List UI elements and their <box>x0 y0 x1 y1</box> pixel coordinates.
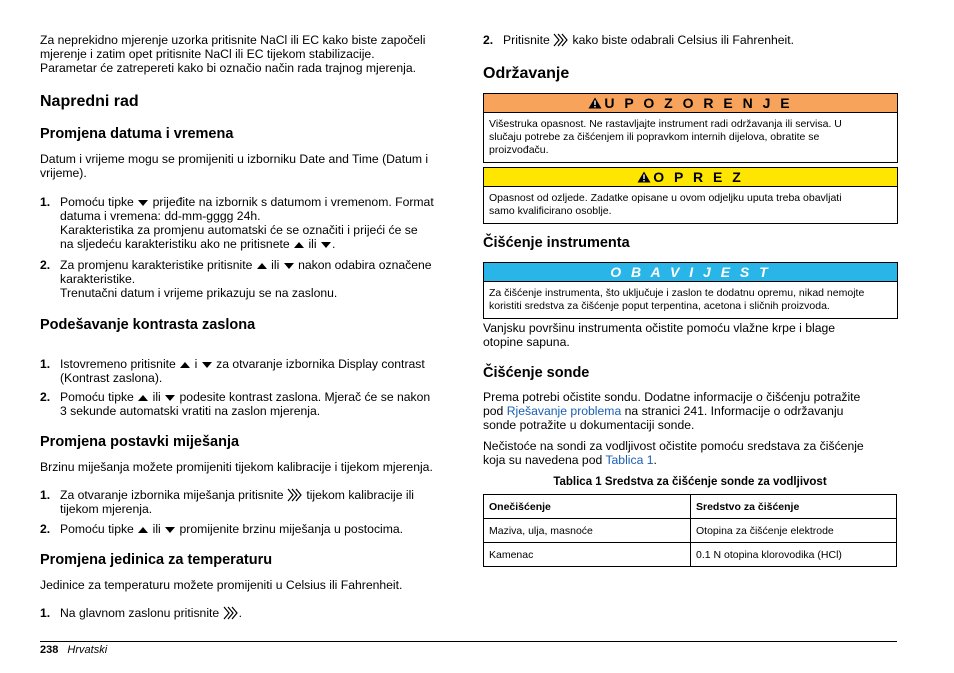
menu-key-icon <box>287 488 303 502</box>
warning-box <box>483 93 898 163</box>
cleaning-probe-paragraph-2: Nečistoće na sondi za vodljivost očistite pomoću sredstava za čišćenje koja su navedena pod Tablica 1. <box>483 439 864 467</box>
footer-divider <box>40 641 897 642</box>
mixing-step-1: 1. Za otvaranje izbornika miješanja pritisnite tijekom kalibracije ili tijekom mjerenja. <box>40 488 415 516</box>
down-arrow-icon <box>165 395 175 401</box>
table-cell: 0.1 N otopina klorovodika (HCl) <box>691 543 897 567</box>
advanced-heading: Napredni rad <box>40 93 139 110</box>
down-arrow-icon <box>284 263 294 269</box>
notice-box <box>483 262 898 319</box>
cleaning-instrument-text: Vanjsku površinu instrumenta očistite pomoću vlažne krpe i blage otopine sapuna. <box>483 321 836 349</box>
caution-header: O P R E Z <box>484 168 897 187</box>
mixing-heading: Promjena postavki miješanja <box>40 434 240 450</box>
page-number: 238 <box>40 644 59 656</box>
table-1-link[interactable]: Tablica 1 <box>605 453 654 467</box>
warning-header: U P O Z O R E N J E <box>484 94 897 113</box>
cleaning-table <box>483 494 897 567</box>
up-arrow-icon <box>138 527 148 533</box>
mixing-intro: Brzinu miješanja možete promijeniti tijekom kalibracije i tijekom mjerenja. <box>40 460 433 474</box>
down-arrow-icon <box>321 242 331 248</box>
warning-text: Višestruka opasnost. Ne rastavljajte instrument radi održavanja ili servisa. U slučaju potrebe za čišćenjem ili popravkom internih dijelova, obratite se proizvođaču. <box>489 118 842 156</box>
table-cell: Maziva, ulja, masnoće <box>484 519 691 543</box>
mixing-step-2: 2. Pomoću tipke ili promijenite brzinu miješanja u postocima. <box>40 522 404 536</box>
table-row <box>484 519 897 543</box>
intro-paragraph: Za neprekidno mjerenje uzorka pritisnite NaCl ili EC kako biste započeli mjerenje i zatim opet pritisnite NaCl ili EC tijekom stabilizacije. Parametar će zatrepereti kako bi označio način rada trajnog mjerenja. <box>40 33 426 75</box>
table-header-cell: Sredstvo za čišćenje <box>691 495 897 519</box>
notice-text: Za čišćenje instrumenta, što uključuje i zaslon te dodatnu opremu, nikad nemojte koristiti sredstva za čišćenje poput terpentina, acetona i sličnih proizvoda. <box>489 287 865 312</box>
table-cell: Kamenac <box>484 543 691 567</box>
temperature-intro: Jedinice za temperaturu možete promijeniti u Celsius ili Fahrenheit. <box>40 578 403 592</box>
table-header-cell: Onečišćenje <box>484 495 691 519</box>
contrast-step-1: 1. Istovremeno pritisnite i za otvaranje izbornika Display contrast (Kontrast zaslona). <box>40 357 425 385</box>
footer-language: Hrvatski <box>67 644 108 656</box>
menu-key-icon <box>553 33 569 47</box>
date-time-intro: Datum i vrijeme mogu se promijeniti u izborniku Date and Time (Datum i vrijeme). <box>40 152 429 180</box>
table-header-row <box>484 495 897 519</box>
contrast-heading: Podešavanje kontrasta zaslona <box>40 317 256 333</box>
up-arrow-icon <box>180 362 190 368</box>
caution-text: Opasnost od ozljede. Zadatke opisane u ovom odjeljku uputa treba obavljati samo kvalificirano osoblje. <box>489 192 842 217</box>
up-arrow-icon <box>257 263 267 269</box>
page-footer <box>40 644 107 656</box>
down-arrow-icon <box>138 200 148 206</box>
notice-header: O B A V I J E S T <box>484 263 897 282</box>
date-time-step-1: 1. Pomoću tipke prijeđite na izbornik s datumom i vremenom. Format datuma i vremena: dd-mm-gggg 24h. Karakteristika za promjenu automatski će se označiti i prijeći će se na sljedeću karakteristiku ako ne pritisnete ili . <box>40 195 434 251</box>
cleaning-probe-heading: Čišćenje sonde <box>483 365 590 381</box>
maintenance-heading: Održavanje <box>483 65 570 82</box>
table-caption: Tablica 1 Sredstva za čišćenje sonde za vodljivost <box>553 476 827 488</box>
cleaning-instrument-heading: Čišćenje instrumenta <box>483 235 630 251</box>
contrast-step-2: 2. Pomoću tipke ili podesite kontrast zaslona. Mjerač će se nakon 3 sekunde automatski vratiti na zaslon mjerenja. <box>40 390 431 418</box>
table-cell: Otopina za čišćenje elektrode <box>691 519 897 543</box>
caution-box <box>483 167 898 224</box>
temperature-step-2: 2. Pritisnite kako biste odabrali Celsius ili Fahrenheit. <box>483 33 795 47</box>
troubleshooting-link[interactable]: Rješavanje problema <box>506 404 622 418</box>
date-time-heading: Promjena datuma i vremena <box>40 126 234 142</box>
cleaning-probe-paragraph-1: Prema potrebi očistite sondu. Dodatne informacije o čišćenju potražite pod Rješavanje problema na stranici 241. Informacije o održavanju sonde potražite u dokumentaciji sonde. <box>483 390 861 432</box>
down-arrow-icon <box>165 527 175 533</box>
warning-triangle-icon <box>588 97 602 109</box>
table-row <box>484 543 897 567</box>
up-arrow-icon <box>294 242 304 248</box>
up-arrow-icon <box>138 395 148 401</box>
date-time-step-2: 2. Za promjenu karakteristike pritisnite ili nakon odabira označene karakteristike. Trenutačni datum i vrijeme prikazuju se na zaslonu. <box>40 258 432 300</box>
temperature-heading: Promjena jedinica za temperaturu <box>40 552 273 568</box>
menu-key-icon <box>223 606 239 620</box>
down-arrow-icon <box>202 362 212 368</box>
temperature-step-1: 1. Na glavnom zaslonu pritisnite . <box>40 606 242 620</box>
warning-triangle-icon <box>637 171 651 183</box>
